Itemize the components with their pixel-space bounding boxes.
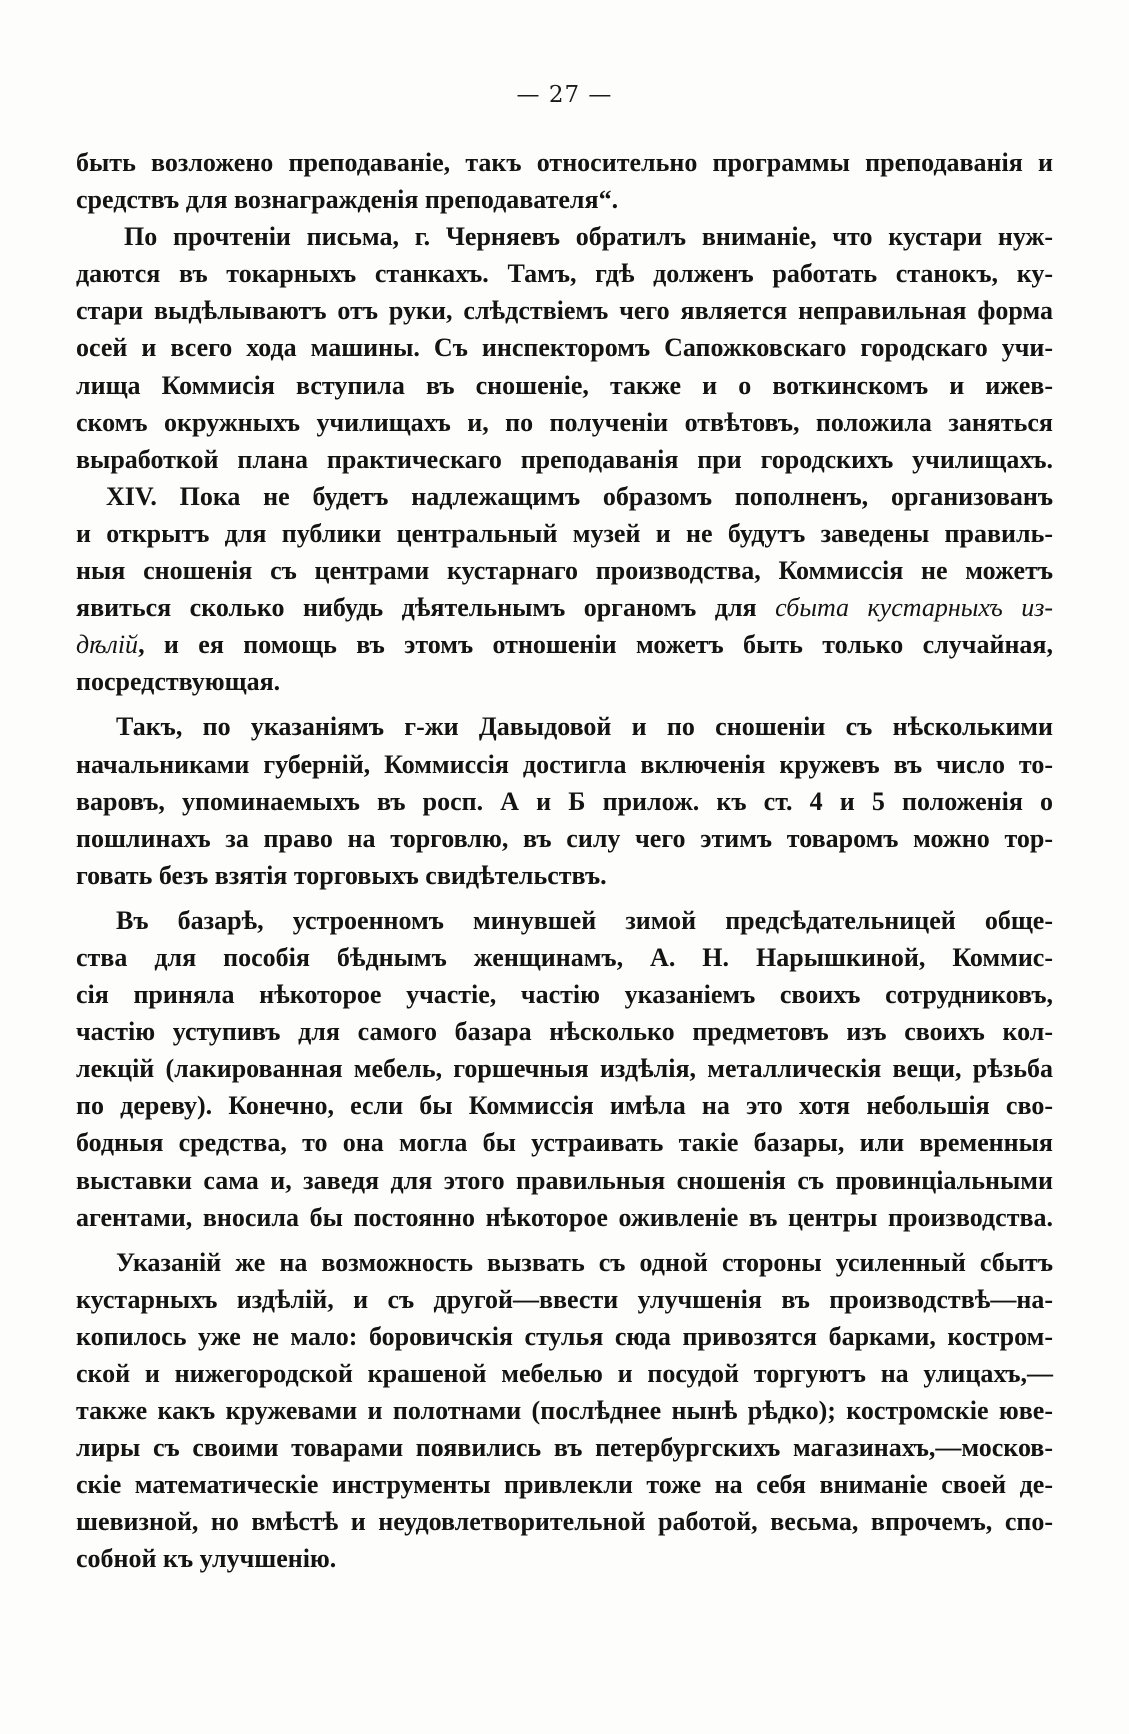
- paragraph-1: [76, 144, 1053, 218]
- text-line: лиры съ своими товарами появились въ петербургскихъ магазинахъ,—москов-: [76, 1433, 1053, 1463]
- paragraph-3: [76, 478, 1053, 701]
- text-line-with-italic: [76, 589, 1053, 626]
- text-line: средствъ для вознагражденія преподавателя“.: [76, 185, 619, 215]
- text-line: По прочтеніи письма, г. Черняевъ обратилъ вниманіе, что кустари нуж-: [124, 222, 1053, 252]
- text-line: бодныя средства, то она могла бы устраивать такіе базары, или временныя: [76, 1128, 1053, 1158]
- text-line: лища Коммисія вступила въ сношеніе, также и о воткинскомъ и ижев-: [76, 370, 1053, 400]
- text-line: быть возложено преподаваніе, такъ относительно программы преподаванія и: [76, 148, 1053, 177]
- text-line: говать безъ взятія торговыхъ свидѣтельствъ.: [76, 860, 607, 890]
- text-line-part: явиться сколько нибудь дѣятельнымъ органомъ для: [76, 593, 757, 623]
- text-line: даются въ токарныхъ станкахъ. Тамъ, гдѣ долженъ работать станокъ, ку-: [76, 259, 1053, 289]
- text-line: дѣлій, и ея помощь въ этомъ отношеніи можетъ быть только случайная,: [76, 630, 1053, 660]
- text-line: пошлинахъ за право на торговлю, въ силу чего этимъ товаромъ можно тор-: [76, 823, 1053, 853]
- text-line: ныя сношенія съ центрами кустарнаго производства, Коммиссія не можетъ: [76, 556, 1053, 586]
- page-number: — 27 —: [516, 82, 613, 108]
- text-line: выработкой плана практическаго преподаванія при городскихъ училищахъ.: [76, 444, 1053, 474]
- text-line: Такъ, по указаніямъ г-жи Давыдовой и по сношеніи съ нѣсколькими: [116, 712, 1053, 742]
- text-line: XIV. Пока не будетъ надлежащимъ образомъ пополненъ, организованъ: [106, 481, 1053, 511]
- text-line: собной къ улучшенію.: [76, 1544, 337, 1574]
- text-line: Въ базарѣ, устроенномъ минувшей зимой предсѣдательницей обще-: [116, 905, 1053, 935]
- paragraph-2: [76, 218, 1053, 478]
- text-line: и открытъ для публики центральный музей и не будутъ заведены правиль-: [76, 518, 1053, 548]
- text-line: лекцій (лакированная мебель, горшечныя издѣлія, металлическія вещи, рѣзьба: [76, 1054, 1053, 1084]
- text-line: скіе математическіе инструменты привлекли тоже на себя вниманіе своей де-: [76, 1470, 1053, 1500]
- text-line: варовъ, упоминаемыхъ въ росп. А и Б прилож. къ ст. 4 и 5 положенія о: [76, 786, 1053, 816]
- text-line: ства для пособія бѣднымъ женщинамъ, А. Н. Нарышкиной, Коммис-: [76, 942, 1053, 972]
- text-line: агентами, вносила бы постоянно нѣкоторое оживленіе въ центры производства.: [76, 1202, 1053, 1232]
- text-line: начальниками губерній, Коммиссія достигла включенія кружевъ въ число то-: [76, 749, 1053, 779]
- text-line: Указаній же на возможность вызвать съ одной стороны усиленный сбытъ: [116, 1247, 1053, 1277]
- paragraph-6: [76, 1244, 1053, 1578]
- paragraph-4: [76, 708, 1053, 893]
- text-line: выставки сама и, заведя для этого правильныя сношенія съ провинціальными: [76, 1165, 1053, 1195]
- text-line: шевизной, но вмѣстѣ и неудовлетворительной работой, весьма, впрочемъ, спо-: [76, 1507, 1053, 1537]
- body-text: [76, 144, 1053, 1578]
- italic-phrase: дѣлій: [76, 630, 139, 660]
- text-line: также какъ кружевами и полотнами (послѣднее нынѣ рѣдко); костромскіе юве-: [76, 1396, 1053, 1426]
- text-line: копилось уже не мало: боровичскія стулья сюда привозятся барками, костром-: [76, 1321, 1053, 1351]
- text-line: частію уступивъ для самого базара нѣсколько предметовъ изъ своихъ кол-: [76, 1017, 1053, 1047]
- text-line: осей и всего хода машины. Съ инспекторомъ Сапожковскаго городскаго учи-: [76, 333, 1053, 363]
- text-line: скомъ окружныхъ училищахъ и, по полученіи отвѣтовъ, положила заняться: [76, 407, 1053, 437]
- text-line: стари выдѣлываютъ отъ руки, слѣдствіемъ чего является неправильная форма: [76, 296, 1053, 326]
- text-line: посредствующая.: [76, 667, 281, 697]
- paragraph-5: [76, 902, 1053, 1236]
- text-line: кустарныхъ издѣлій, и съ другой—ввести улучшенія въ производствѣ—на-: [76, 1284, 1053, 1314]
- text-line: по дереву). Конечно, если бы Коммиссія имѣла на это хотя небольшія сво-: [76, 1091, 1053, 1121]
- text-line: сія приняла нѣкоторое участіе, частію указаніемъ своихъ сотрудниковъ,: [76, 980, 1053, 1010]
- text-line: ской и нижегородской крашеной мебелью и посудой торгуютъ на улицахъ,—: [76, 1359, 1053, 1388]
- italic-phrase: сбыта кустарныхъ из-: [775, 593, 1054, 623]
